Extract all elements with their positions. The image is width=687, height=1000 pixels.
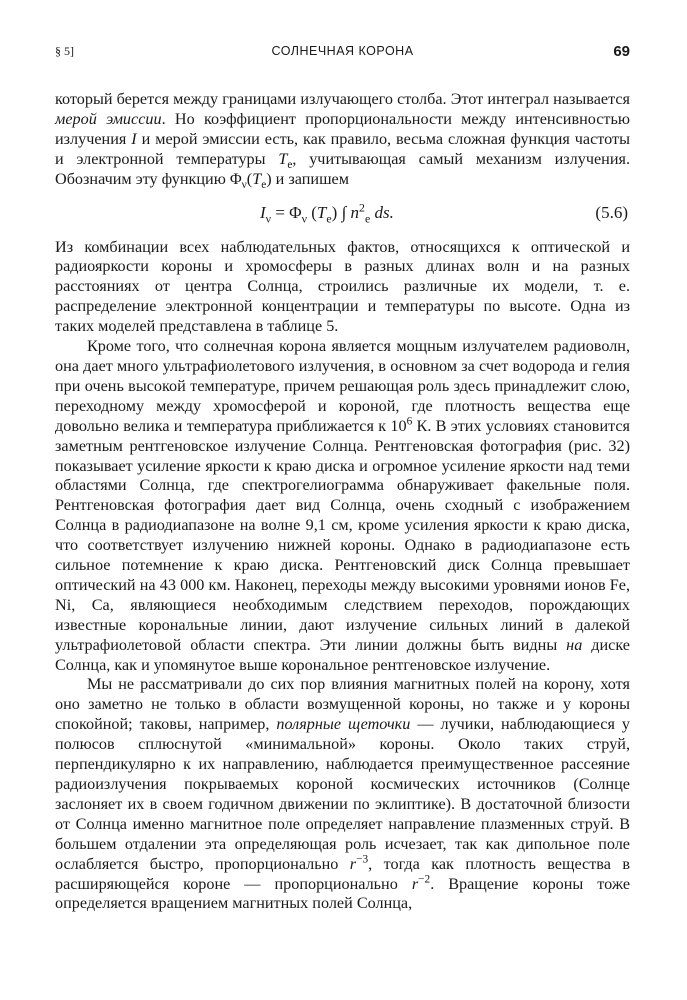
term-polar-plumes: полярные щеточки	[276, 715, 411, 734]
term-emission-measure: мерой эмиссии	[55, 109, 162, 128]
paragraph-uv-xray: Кроме того, что солнечная корона является мощным излучателем радиоволн, она дает много ультрафиолетового излучения, в основном за счет водорода и гелия при очень высокой температуре, причем решающая роль здесь принадлежит слою, переходному между хромосферой и короной, где плотность вещества еще довольно велика и температура приближается к $10^6$ К. В этих условиях становится заметным рентгеновское излучение Солнца. Рентгеновская фотография (рис. 32) показывает усиление яркости к краю диска и огромное усиление яркости над теми областями Солнца, где спектрогелиограмма обнаруживает факельные поля. Рентгеновская фотография дает вид Солнца, очень сходный с изображением Солнца в радиодиапазоне на волне 9,1 см, кроме усиления яркости к краю диска, что соответствует излучению нижней короны. Однако в радиодиапазоне есть сильное потемнение к краю диска. Рентгеновский диск Солнца превышает оптический на 43 000 км. Наконец, переходы между высокими уровнями ионов Fe, Ni, Ca, являющиеся необходимым следствием переходов, порождающих известные корональные линии, дают излучение сильных линий в далекой ультрафиолетовой области спектра. Эти линии должны быть видны на диске Солнца, как и упомянутое выше корональное рентгеновское излучение.	[55, 337, 631, 674]
section-marker: § 5]	[55, 44, 74, 58]
paragraph-emission-measure: который берется между границами излучающего столба. Этот интеграл называется мерой эмиссии. Но коэффициент пропорциональности между интенсивностью излучения I и мерой эмиссии есть, как правило, весьма сложная функция частоты и электронной температуры $T_e$, учитывающая самый механизм излучения. Обозначим эту функцию $\Phi_\nu(T_e)$ и запишем	[55, 90, 630, 191]
running-title: СОЛНЕЧНАЯ КОРОНА	[271, 44, 414, 58]
book-page	[55, 44, 630, 914]
paragraph-magnetic-fields: Мы не рассматривали до сих пор влияния магнитных полей на корону, хотя оно заметно не только в области возмущенной короны, но также и у короны спокойной; таковы, например, полярные щеточки — лучики, наблюдающиеся у полюсов сплюснутой «минимальной» короны. Около таких струй, перпендикулярно к их направлению, наблюдается преимущественное рассеяние радиоизлучения покрываемых короной космических источников (Солнце заслоняет их в своем годичном движении по эклиптике). В достаточной близости от Солнца именно магнитное поле определяет направление плазменных струй. В большем отдалении эта определяющая роль исчезает, так как дипольное поле ослабляется быстро, пропорционально $r^{-3}$, тогда как плотность вещества в расширяющейся короне — пропорционально $r^{-2}$. Вращение короны тоже определяется вращением магнитных полей Солнца,	[55, 675, 630, 913]
page-number: 69	[613, 43, 630, 60]
equation-number: (5.6)	[595, 202, 628, 222]
page-body	[55, 90, 630, 914]
paragraph-models: Из комбинации всех наблюдательных фактов, относящихся к оптической и радиояркости короны и хромосферы в разных длинах волн и на разных расстояниях от центра Солнца, строились различные их модели, т. е. распределение электронной концентрации и температуры по высоте. Одна из таких моделей представлена в таблице 5.	[55, 237, 630, 336]
equation-expression: $I_\nu = \Phi_\nu$ $(T_e)$ ∫ $n^2_e$ ds.	[260, 199, 394, 225]
running-header	[55, 44, 630, 66]
equation-5-6	[55, 195, 630, 233]
